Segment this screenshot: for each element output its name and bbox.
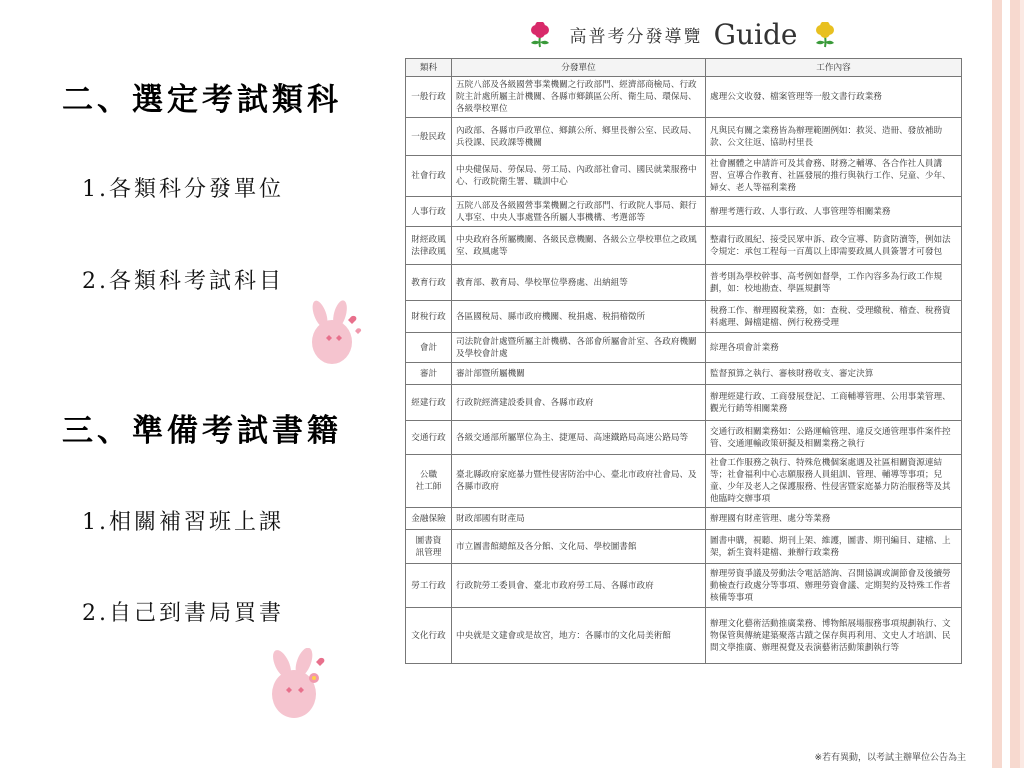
table-row (406, 333, 962, 363)
cell-work: 交通行政相關業務如：公路運輸管理、違反交通管理事件案件控管、交通運輸政策研擬及相關業務之執行 (706, 421, 962, 455)
table-row (406, 156, 962, 197)
cell-work: 辦理文化藝術活動推廣業務、博物館展場服務事項規劃執行、文物保管與傳統建築聚落古蹟之保存與再利用、文史人才培訓、民間文學推廣、辦理視覺及表演藝術活動策劃執行等 (706, 608, 962, 664)
decor-stripe (1010, 0, 1020, 768)
table-row (406, 363, 962, 385)
bunny-icon (302, 300, 364, 370)
exam-guide-table (405, 58, 962, 664)
footnote: ※若有異動，以考試主辦單位公告為主 (814, 753, 966, 763)
list-item: 1.相關補習班上課 (82, 510, 284, 535)
table-row (406, 608, 962, 664)
table-row (406, 564, 962, 608)
cell-category: 勞工行政 (406, 564, 452, 608)
cell-category: 會計 (406, 333, 452, 363)
table-row (406, 455, 962, 508)
table-row (406, 77, 962, 118)
cell-work: 辦理經建行政、工商發展登記、工商輔導管理、公用事業管理、觀光行銷等相關業務 (706, 385, 962, 421)
cell-category: 人事行政 (406, 197, 452, 227)
cell-work: 監督預算之執行、審核財務收支、審定決算 (706, 363, 962, 385)
cell-work: 辦理勞資爭議及勞動法令電話諮詢、召開協調或調節會及後續勞動檢查行政處分等事項、辦理勞資會議、定期契約及特殊工作者核備等事項 (706, 564, 962, 608)
cell-unit: 教育部、教育局、學校單位學務處、出納組等 (452, 265, 706, 301)
cell-category: 一般民政 (406, 118, 452, 156)
table-row (406, 530, 962, 564)
cell-work: 辦理國有財產管理、處分等業務 (706, 508, 962, 530)
cell-work: 稅務工作、辦理國稅業務，如：查稅、受理繳稅、稽查、稅務資料處理、歸檔建檔、例行稅務受理 (706, 301, 962, 333)
table-row (406, 227, 962, 265)
cell-unit: 內政部、各縣市戶政單位、鄉鎮公所、鄉里長辦公室、民政局、兵役課、民政課等機關 (452, 118, 706, 156)
guide-header (395, 18, 970, 56)
table-body (406, 77, 962, 664)
table-header-row (406, 59, 962, 77)
cell-work: 圖書申購，視聽、期刊上架、維護，圖書、期刊編目、建檔、上架，新生資料建檔、兼辦行政業務 (706, 530, 962, 564)
cell-category: 財稅行政 (406, 301, 452, 333)
cell-unit: 行政院經濟建設委員會、各縣市政府 (452, 385, 706, 421)
cell-unit: 中央就是文建會或是故宮，地方：各縣市的文化局美術館 (452, 608, 706, 664)
cell-unit: 中央健保局、勞保局、勞工局、內政部社會司、國民就業服務中心、行政院衛生署、職訓中心 (452, 156, 706, 197)
column-header-category: 類科 (406, 59, 452, 77)
cell-category: 教育行政 (406, 265, 452, 301)
cell-unit: 五院八部及各級國營事業機關之行政部門、經濟部商檢局、行政院主計處所屬主計機關、各縣市鄉鎮區公所、衛生局、環保局、各級學校單位 (452, 77, 706, 118)
flower-icon (813, 22, 837, 48)
list-item: 1.各類科分發單位 (82, 177, 284, 202)
flower-icon (528, 22, 552, 48)
cell-unit: 司法院會計處暨所屬主計機構、各部會所屬會計室、各政府機關及學校會計處 (452, 333, 706, 363)
cell-unit: 市立圖書館總館及各分館、文化局、學校圖書館 (452, 530, 706, 564)
cell-category: 審計 (406, 363, 452, 385)
cell-work: 普考則為學校幹事、高考例如督學，工作內容多為行政工作規劃，如：校地勘查、學區規劃等 (706, 265, 962, 301)
cell-work: 處理公文收發、檔案管理等一般文書行政業務 (706, 77, 962, 118)
table-row (406, 197, 962, 227)
cell-work: 凡與民有關之業務皆為辦理範圍例如：救災、造冊、發放補助款、公文往返、協助村里長 (706, 118, 962, 156)
list-item: 2.自己到書局買書 (82, 601, 284, 626)
cell-category: 公職 社工師 (406, 455, 452, 508)
table-row (406, 301, 962, 333)
guide-title-en: Guide (713, 18, 798, 51)
cell-work: 整肅行政風紀、接受民眾申訴、政令宣導、防貪防瀆等，例如法令規定：承包工程每一百萬以上即需要政風人員簽署才可發包 (706, 227, 962, 265)
decor-stripe (992, 0, 1002, 768)
cell-unit: 各級交通部所屬單位為主、捷運局、高速鐵路局高速公路局等 (452, 421, 706, 455)
guide-title: 高普考分發導覽 (569, 27, 703, 47)
cell-unit: 審計部暨所屬機關 (452, 363, 706, 385)
cell-unit: 行政院勞工委員會、臺北市政府勞工局、各縣市政府 (452, 564, 706, 608)
cell-work: 綜理各項會計業務 (706, 333, 962, 363)
table-row (406, 118, 962, 156)
cell-unit: 中央政府各所屬機關、各級民意機關、各級公立學校單位之政風室、政風處等 (452, 227, 706, 265)
cell-category: 經建行政 (406, 385, 452, 421)
list-item: 2.各類科考試科目 (82, 269, 284, 294)
table-row (406, 508, 962, 530)
table-row (406, 421, 962, 455)
cell-category: 財經政風 法律政風 (406, 227, 452, 265)
column-header-work: 工作內容 (706, 59, 962, 77)
bunny-icon (262, 648, 332, 724)
section-heading-prepare-books: 三、準備考試書籍 (62, 413, 342, 449)
table-row (406, 265, 962, 301)
table-row (406, 385, 962, 421)
column-header-unit: 分發單位 (452, 59, 706, 77)
cell-work: 社會工作服務之執行、特殊危機個案處遇及社區相關資源連結等；社會福利中心志願服務人員組訓、管理、輔導等事項；兒童、少年及老人之保護服務、性侵害暨家庭暴力防治服務等及其他臨時交辦事項 (706, 455, 962, 508)
cell-unit: 各區國稅局、縣市政府機關、稅捐處、稅捐稽徵所 (452, 301, 706, 333)
cell-work: 社會團體之申請許可及其會務、財務之輔導、各合作社人員講習、宣導合作教育、社區發展的推行與執行工作、兒童、少年、婦女、老人等福利業務 (706, 156, 962, 197)
cell-unit: 臺北縣政府家庭暴力暨性侵害防治中心、臺北市政府社會局、及各縣市政府 (452, 455, 706, 508)
cell-unit: 五院八部及各級國營事業機關之行政部門、行政院人事局、銀行人事室、中央人事處暨各所屬人事機構、考選部等 (452, 197, 706, 227)
cell-category: 社會行政 (406, 156, 452, 197)
section-heading-choose-exam: 二、選定考試類科 (62, 82, 342, 118)
cell-work: 辦理考選行政、人事行政、人事管理等相關業務 (706, 197, 962, 227)
cell-category: 金融保險 (406, 508, 452, 530)
cell-unit: 財政部國有財產局 (452, 508, 706, 530)
cell-category: 一般行政 (406, 77, 452, 118)
cell-category: 文化行政 (406, 608, 452, 664)
cell-category: 圖書資 訊管理 (406, 530, 452, 564)
exam-guide-panel (395, 18, 970, 768)
decor-stripe (1020, 0, 1024, 768)
cell-category: 交通行政 (406, 421, 452, 455)
